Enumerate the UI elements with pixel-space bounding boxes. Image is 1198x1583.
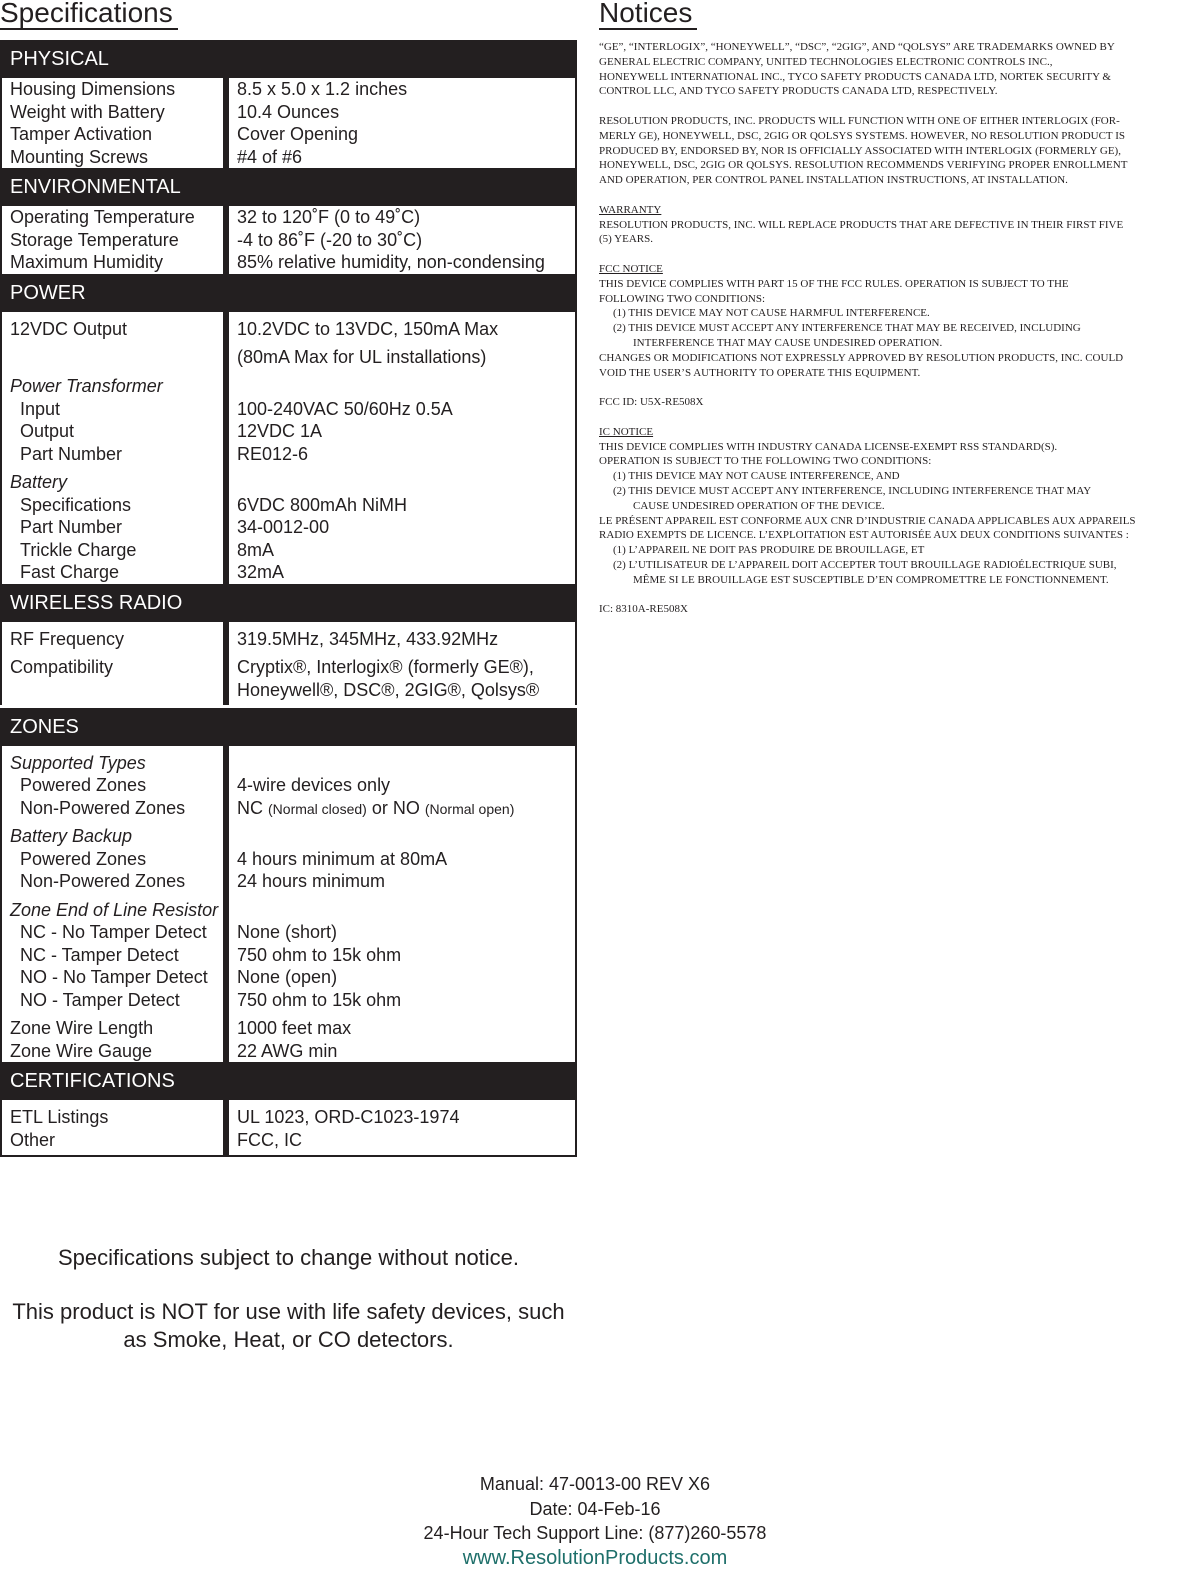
spec-label: RF Frequency xyxy=(10,628,125,649)
spec-value: 8.5 x 5.0 x 1.2 inches xyxy=(237,79,408,99)
disclaimer-change-notice: Specifications subject to change without notice. xyxy=(57,1245,520,1270)
spec-label: Mounting Screws xyxy=(10,146,149,167)
spec-label: Zone Wire Length xyxy=(10,1018,154,1038)
spec-value: 1000 feet max xyxy=(237,1018,352,1038)
notice-list-item: (2) THIS DEVICE MUST ACCEPT ANY INTERFERENCE, INCLUDING INTERFERENCE THAT MAY xyxy=(613,484,1092,497)
spec-value: 34-0012-00 xyxy=(237,517,330,537)
notices-body xyxy=(599,40,1191,617)
spec-label: Compatibility xyxy=(10,657,114,677)
notice-line: PRODUCED BY, ENDORSED BY, NOR IS OFFICIALLY ASSOCIATED WITH INTERLOGIX (FORMERLY GE), xyxy=(599,144,1121,157)
spec-value: -4 to 86˚F (-20 to 30˚C) xyxy=(237,229,423,250)
spec-subheading: Supported Types xyxy=(10,752,146,773)
spec-value: FCC, IC xyxy=(237,1129,302,1150)
notice-list-item: (2) L’UTILISATEUR DE L’APPAREIL DOIT ACCEPTER TOUT BROUILLAGE RADIOÉLECTRIQUE SUBI, xyxy=(613,558,1117,571)
spec-subheading: Battery Backup xyxy=(10,826,133,846)
spec-label: NO - Tamper Detect xyxy=(20,989,180,1010)
spec-subheading: Battery xyxy=(10,472,68,492)
notice-list-item: (1) THIS DEVICE MAY NOT CAUSE INTERFERENCE, AND xyxy=(613,470,900,483)
notice-line: CONTROL LLC, AND TYCO SAFETY PRODUCTS CANADA LTD, RESPECTIVELY. xyxy=(599,85,998,98)
disclaimer xyxy=(0,1244,577,1354)
spec-label: Non-Powered Zones xyxy=(20,797,186,818)
spec-value: 22 AWG min xyxy=(237,1040,338,1061)
spec-label: Weight with Battery xyxy=(10,101,165,122)
notice-line: THIS DEVICE COMPLIES WITH PART 15 OF THE FCC RULES. OPERATION IS SUBJECT TO THE xyxy=(599,277,1069,290)
notice-line: AND OPERATION, PER CONTROL PANEL INSTALLATION INSTRUCTIONS, AT INSTALLATION. xyxy=(599,174,1068,187)
spec-value: 4 hours minimum at 80mA xyxy=(237,848,448,869)
notice-line: (5) YEARS. xyxy=(599,233,653,246)
fcc-notice-heading: FCC NOTICE xyxy=(599,262,663,275)
environmental-header: ENVIRONMENTAL xyxy=(0,168,577,206)
spec-label: Specifications xyxy=(20,494,132,515)
power-header: POWER xyxy=(0,274,577,312)
zones-section xyxy=(0,705,577,1063)
wireless-section xyxy=(0,584,577,705)
spec-label: Storage Temperature xyxy=(10,229,179,250)
spec-value: 8mA xyxy=(237,539,275,560)
spec-value: 32 to 120˚F (0 to 49˚C) xyxy=(237,207,421,227)
specifications-table xyxy=(0,40,577,1157)
footer xyxy=(300,1472,890,1570)
specifications-title: Specifications xyxy=(0,0,178,30)
notice-line: MERLY GE), HONEYWELL, DSC, 2GIG OR QOLSYS SYSTEMS. HOWEVER, NO RESOLUTION PRODUCT IS xyxy=(599,129,1125,142)
spec-value: (80mA Max for UL installations) xyxy=(237,347,487,367)
notice-line: FOLLOWING TWO CONDITIONS: xyxy=(599,292,765,305)
notice-line: THIS DEVICE COMPLIES WITH INDUSTRY CANADA LICENSE-EXEMPT RSS STANDARD(S). xyxy=(599,440,1058,453)
nc-label: NC xyxy=(237,797,263,818)
notice-list-item: (2) THIS DEVICE MUST ACCEPT ANY INTERFERENCE THAT MAY BE RECEIVED, INCLUDING xyxy=(613,322,1081,335)
spec-value: 10.4 Ounces xyxy=(237,101,340,122)
spec-label: Output xyxy=(20,421,75,441)
notice-line: HONEYWELL INTERNATIONAL INC., TYCO SAFETY PRODUCTS CANADA LTD, NORTEK SECURITY & xyxy=(599,70,1111,83)
spec-label: Non-Powered Zones xyxy=(20,871,186,891)
spec-label: Powered Zones xyxy=(20,848,147,869)
spec-value: Cryptix®, Interlogix® (formerly GE®), xyxy=(237,657,534,677)
spec-value: #4 of #6 xyxy=(237,146,303,167)
spec-label: Housing Dimensions xyxy=(10,79,176,99)
power-section xyxy=(0,274,577,584)
spec-value: 6VDC 800mAh NiMH xyxy=(237,494,408,515)
spec-value: 10.2VDC to 13VDC, 150mA Max xyxy=(237,318,499,339)
spec-value: 750 ohm to 15k ohm xyxy=(237,944,402,965)
physical-header: PHYSICAL xyxy=(0,40,577,78)
spec-value: None (open) xyxy=(237,967,338,987)
spec-value: 32mA xyxy=(237,562,285,582)
spec-value: RE012-6 xyxy=(237,443,309,464)
notice-line: “GE”, “INTERLOGIX”, “HONEYWELL”, “DSC”, “2GIG”, AND “QOLSYS” ARE TRADEMARKS OWNED BY xyxy=(599,41,1115,53)
spec-label: Tamper Activation xyxy=(10,124,153,144)
spec-label: NC - No Tamper Detect xyxy=(20,922,207,942)
ic-notice-heading: IC NOTICE xyxy=(599,425,654,438)
spec-value: 24 hours minimum xyxy=(237,871,386,891)
notice-line: LE PRÉSENT APPAREIL EST CONFORME AUX CNR D’INDUSTRIE CANADA APPLICABLES AUX APPAREILS xyxy=(599,514,1136,527)
website-link[interactable]: www.ResolutionProducts.com xyxy=(462,1546,728,1569)
spec-value: None (short) xyxy=(237,922,338,942)
spec-label: Part Number xyxy=(20,517,123,537)
disclaimer-life-safety-1: This product is NOT for use with life safety devices, such xyxy=(12,1299,565,1324)
notice-line: RESOLUTION PRODUCTS, INC. WILL REPLACE PRODUCTS THAT ARE DEFECTIVE IN THEIR FIRST FIVE xyxy=(599,218,1124,231)
spec-label: Powered Zones xyxy=(20,775,147,795)
spec-value: UL 1023, ORD-C1023-1974 xyxy=(237,1107,460,1127)
spec-value: 319.5MHz, 345MHz, 433.92MHz xyxy=(237,628,499,649)
disclaimer-life-safety-2: as Smoke, Heat, or CO detectors. xyxy=(123,1327,454,1352)
physical-section xyxy=(0,40,577,168)
notice-line: RESOLUTION PRODUCTS, INC. PRODUCTS WILL FUNCTION WITH ONE OF EITHER INTERLOGIX (FOR- xyxy=(599,114,1120,127)
spec-label: NC - Tamper Detect xyxy=(20,944,179,965)
environmental-section xyxy=(0,168,577,274)
spec-value: Cover Opening xyxy=(237,124,359,144)
spec-subheading: Power Transformer xyxy=(10,376,163,396)
spec-value: 12VDC 1A xyxy=(237,421,323,441)
notice-list-item: MÊME SI LE BROUILLAGE EST SUSCEPTIBLE D’EN COMPROMETTRE LE FONCTIONNEMENT. xyxy=(633,573,1109,586)
notice-line: CHANGES OR MODIFICATIONS NOT EXPRESSLY APPROVED BY RESOLUTION PRODUCTS, INC. COULD xyxy=(599,351,1124,364)
notices-title: Notices xyxy=(599,0,697,30)
spec-label: NO - No Tamper Detect xyxy=(20,967,208,987)
notice-list-item: INTERFERENCE THAT MAY CAUSE UNDESIRED OPERATION. xyxy=(633,336,943,349)
fcc-id: FCC ID: U5X-RE508X xyxy=(599,396,704,409)
spec-label: Input xyxy=(20,398,61,419)
spec-label: Other xyxy=(10,1129,56,1150)
notice-list-item: (1) L’APPAREIL NE DOIT PAS PRODUIRE DE BROUILLAGE, ET xyxy=(613,544,925,557)
nc-description: (Normal closed) xyxy=(268,800,367,817)
notice-line: VOID THE USER’S AUTHORITY TO OPERATE THIS EQUIPMENT. xyxy=(599,366,921,379)
spec-label: 12VDC Output xyxy=(10,318,128,339)
notice-line: OPERATION IS SUBJECT TO THE FOLLOWING TWO CONDITIONS: xyxy=(599,455,932,468)
certifications-section xyxy=(0,1062,577,1157)
spec-value xyxy=(237,797,575,820)
zones-header: ZONES xyxy=(0,708,577,746)
document-date: Date: 04-Feb-16 xyxy=(529,1498,661,1519)
no-description: (Normal open) xyxy=(424,800,515,817)
spec-label: ETL Listings xyxy=(10,1107,109,1127)
warranty-heading: WARRANTY xyxy=(599,203,662,216)
ic-id: IC: 8310A-RE508X xyxy=(599,603,688,616)
spec-value: 100-240VAC 50/60Hz 0.5A xyxy=(237,398,453,419)
wireless-header: WIRELESS RADIO xyxy=(0,584,577,622)
spec-value: 750 ohm to 15k ohm xyxy=(237,989,402,1010)
spec-label: Part Number xyxy=(20,443,123,464)
certifications-header: CERTIFICATIONS xyxy=(0,1062,577,1100)
spec-label: Zone Wire Gauge xyxy=(10,1040,153,1061)
notice-line: HONEYWELL, DSC, 2GIG OR QOLSYS. RESOLUTION RECOMMENDS VERIFYING PROPER ENROLLMENT xyxy=(599,159,1128,172)
spec-value: 85% relative humidity, non-condensing xyxy=(237,252,545,272)
spec-label: Operating Temperature xyxy=(10,207,195,227)
tech-support-line: 24-Hour Tech Support Line: (877)260-5578 xyxy=(423,1523,767,1543)
spec-value: Honeywell®, DSC®, 2GIG®, Qolsys® xyxy=(237,679,540,700)
notice-list-item: (1) THIS DEVICE MAY NOT CAUSE HARMFUL INTERFERENCE. xyxy=(613,307,930,320)
manual-number: Manual: 47-0013-00 REV X6 xyxy=(479,1474,711,1494)
notice-line: RADIO EXEMPTS DE LICENCE. L’EXPLOITATION EST AUTORISÉE AUX DEUX CONDITIONS SUIVANTES : xyxy=(599,529,1129,542)
spec-label: Trickle Charge xyxy=(20,539,137,560)
no-label: or NO xyxy=(371,797,420,818)
spec-label: Maximum Humidity xyxy=(10,252,164,272)
notice-list-item: CAUSE UNDESIRED OPERATION OF THE DEVICE. xyxy=(633,499,885,512)
spec-value: 4-wire devices only xyxy=(237,775,391,795)
spec-subheading: Zone End of Line Resistor xyxy=(10,899,219,920)
spec-label: Fast Charge xyxy=(20,562,120,582)
notice-line: GENERAL ELECTRIC COMPANY, UNITED TECHNOLOGIES ELECTRONIC CONTROLS INC., xyxy=(599,55,1053,68)
